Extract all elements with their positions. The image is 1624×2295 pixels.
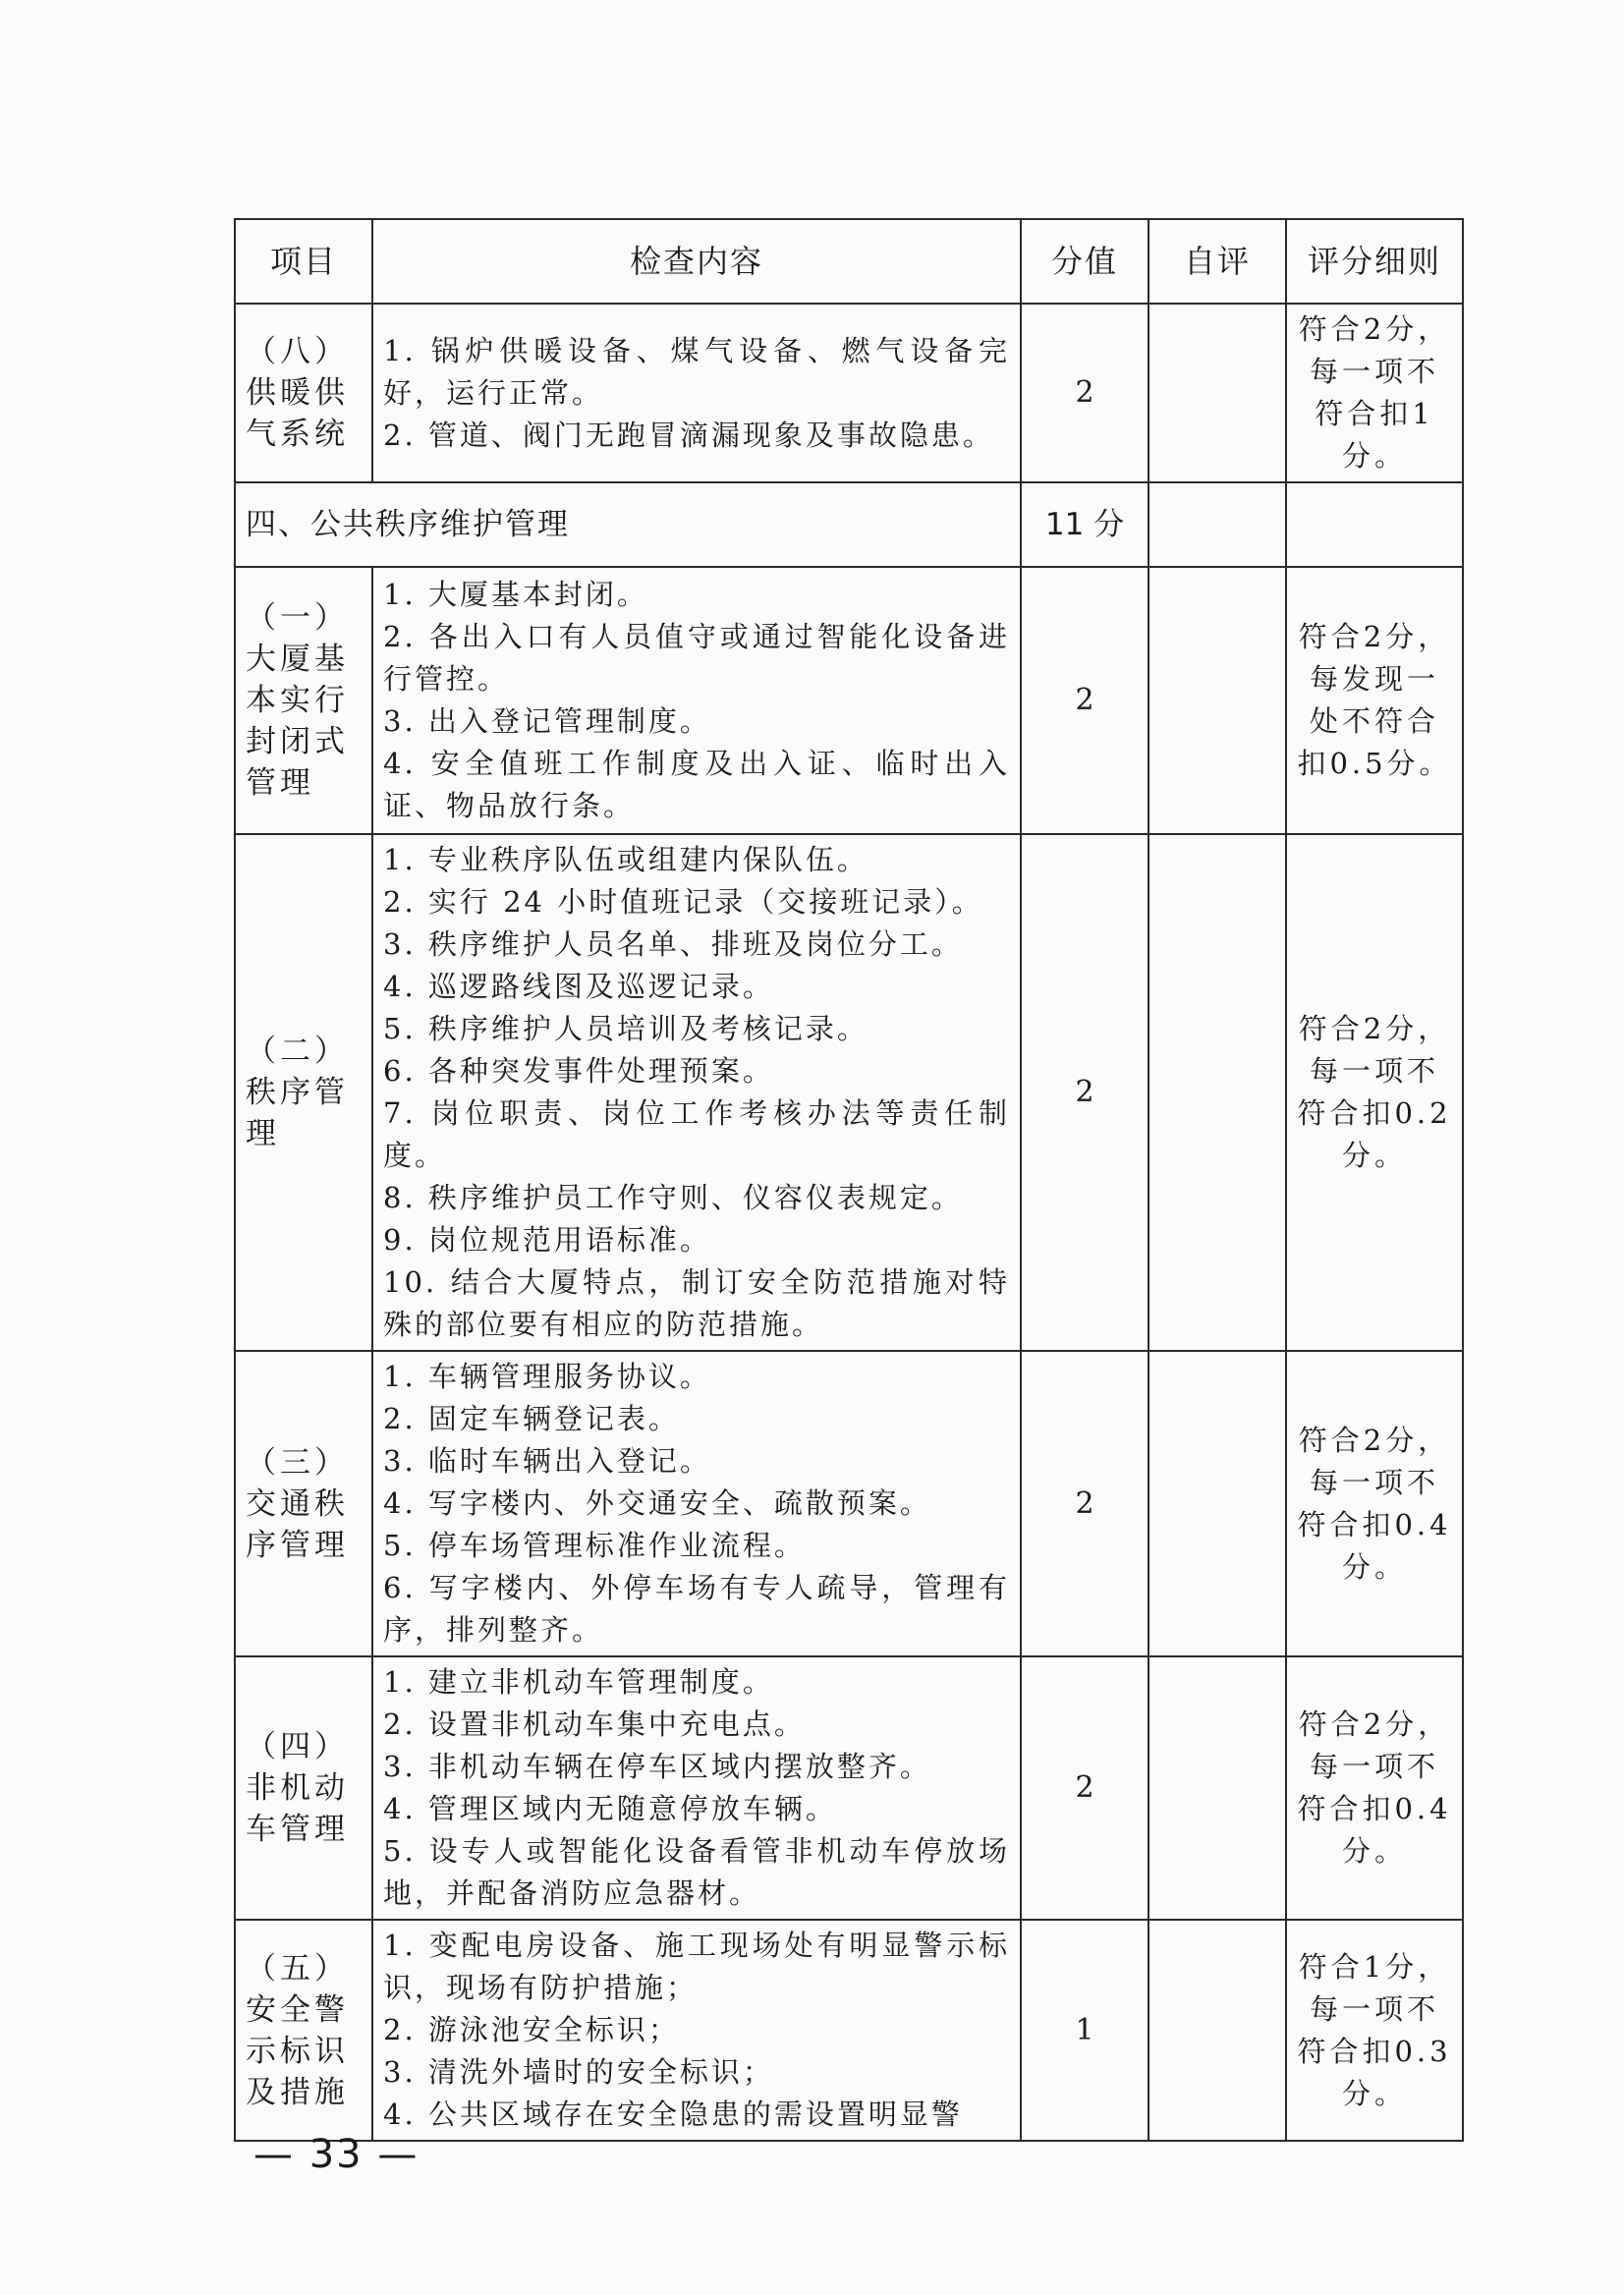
- score-cell: 2: [1021, 304, 1148, 482]
- self-eval-cell: [1148, 1920, 1286, 2141]
- content-line: 5. 停车场管理标准作业流程。: [383, 1529, 806, 1562]
- header-self-eval: 自评: [1148, 219, 1286, 304]
- table-row: [235, 1920, 1463, 2141]
- table-header-row: [235, 219, 1463, 304]
- score-cell: 2: [1021, 834, 1148, 1351]
- header-rule: 评分细则: [1286, 219, 1463, 304]
- content-line: 4. 巡逻路线图及巡逻记录。: [383, 970, 774, 1003]
- score-cell: 2: [1021, 567, 1148, 834]
- content-line: 4. 管理区域内无随意停放车辆。: [383, 1792, 837, 1825]
- header-score: 分值: [1021, 219, 1148, 304]
- self-eval-cell: [1148, 567, 1286, 834]
- page-number: — 33 —: [253, 2132, 420, 2177]
- content-cell: [372, 567, 1021, 834]
- content-line: 3. 非机动车辆在停车区域内摆放整齐。: [383, 1750, 931, 1783]
- self-eval-cell: [1148, 304, 1286, 482]
- score-cell: 1: [1021, 1920, 1148, 2141]
- content-cell: [372, 1920, 1021, 2141]
- content-line: 3. 临时车辆出入登记。: [383, 1444, 711, 1478]
- self-eval-cell: [1148, 1351, 1286, 1656]
- section-row: [235, 482, 1463, 567]
- rule-cell: 符合2分，每发现一处不符合扣0.5分。: [1286, 567, 1463, 834]
- content-line: 1. 变配电房设备、施工现场处有明显警示标识，现场有防护措施；: [383, 1929, 1010, 2004]
- content-line: 7. 岗位职责、岗位工作考核办法等责任制度。: [383, 1096, 1010, 1172]
- score-cell: 2: [1021, 1656, 1148, 1920]
- table-row: [235, 1351, 1463, 1656]
- rule-cell: 符合1分，每一项不符合扣0.3分。: [1286, 1920, 1463, 2141]
- inspection-table: [234, 218, 1464, 2142]
- self-eval-cell: [1148, 1656, 1286, 1920]
- table-row: [235, 304, 1463, 482]
- item-cell: （四）非机动车管理: [235, 1656, 372, 1920]
- content-cell: [372, 834, 1021, 1351]
- content-line: 6. 写字楼内、外停车场有专人疏导，管理有序，排列整齐。: [383, 1571, 1010, 1647]
- content-line: 2. 实行 24 小时值班记录（交接班记录）。: [383, 885, 983, 919]
- content-line: 1. 锅炉供暖设备、煤气设备、燃气设备完好，运行正常。: [383, 333, 1010, 410]
- rule-cell: 符合2分，每一项不符合扣0.4分。: [1286, 1656, 1463, 1920]
- content-line: 4. 安全值班工作制度及出入证、临时出入证、物品放行条。: [383, 747, 1010, 822]
- item-cell: （五）安全警示标识及措施: [235, 1920, 372, 2141]
- section-score: 11 分: [1021, 482, 1148, 567]
- content-line: 5. 秩序维护人员培训及考核记录。: [383, 1012, 868, 1045]
- content-cell: [372, 1351, 1021, 1656]
- content-cell: [372, 1656, 1021, 1920]
- content-line: 6. 各种突发事件处理预案。: [383, 1054, 774, 1088]
- self-eval-cell: [1148, 834, 1286, 1351]
- content-line: 3. 秩序维护人员名单、排班及岗位分工。: [383, 927, 963, 961]
- rule-cell: 符合2分，每一项不符合扣0.2分。: [1286, 834, 1463, 1351]
- content-line: 4. 公共区域存在安全隐患的需设置明显警: [383, 2098, 963, 2131]
- content-line: 3. 清洗外墙时的安全标识；: [383, 2055, 774, 2089]
- content-line: 8. 秩序维护员工作守则、仪容仪表规定。: [383, 1181, 963, 1214]
- content-cell: [372, 304, 1021, 482]
- section-self-eval: [1148, 482, 1286, 567]
- item-cell: （二）秩序管理: [235, 834, 372, 1351]
- content-line: 2. 管道、阀门无跑冒滴漏现象及事故隐患。: [383, 418, 994, 452]
- content-line: 2. 游泳池安全标识；: [383, 2013, 680, 2046]
- table-row: [235, 1656, 1463, 1920]
- content-line: 9. 岗位规范用语标准。: [383, 1223, 711, 1257]
- content-line: 3. 出入登记管理制度。: [383, 704, 711, 738]
- header-content: 检查内容: [372, 219, 1021, 304]
- content-line: 4. 写字楼内、外交通安全、疏散预案。: [383, 1486, 931, 1520]
- section-title: 四、公共秩序维护管理: [235, 482, 1021, 567]
- content-line: 1. 建立非机动车管理制度。: [383, 1665, 774, 1699]
- content-line: 2. 固定车辆登记表。: [383, 1402, 680, 1435]
- rule-cell: 符合2分，每一项不符合扣0.4分。: [1286, 1351, 1463, 1656]
- content-line: 10. 结合大厦特点，制订安全防范措施对特殊的部位要有相应的防范措施。: [383, 1265, 1010, 1341]
- table-row: [235, 834, 1463, 1351]
- item-cell: （一）大厦基本实行封闭式管理: [235, 567, 372, 834]
- table-row: [235, 567, 1463, 834]
- content-line: 2. 设置非机动车集中充电点。: [383, 1707, 806, 1741]
- section-rule: [1286, 482, 1463, 567]
- header-item: 项目: [235, 219, 372, 304]
- content-line: 1. 车辆管理服务协议。: [383, 1360, 711, 1393]
- score-cell: 2: [1021, 1351, 1148, 1656]
- content-line: 1. 大厦基本封闭。: [383, 578, 648, 611]
- content-line: 1. 专业秩序队伍或组建内保队伍。: [383, 843, 868, 876]
- content-line: 2. 各出入口有人员值守或通过智能化设备进行管控。: [383, 620, 1010, 696]
- rule-cell: 符合2分，每一项不符合扣1分。: [1286, 304, 1463, 482]
- item-cell: （三）交通秩序管理: [235, 1351, 372, 1656]
- item-cell: （八）供暖供气系统: [235, 304, 372, 482]
- content-line: 5. 设专人或智能化设备看管非机动车停放场地，并配备消防应急器材。: [383, 1834, 1010, 1910]
